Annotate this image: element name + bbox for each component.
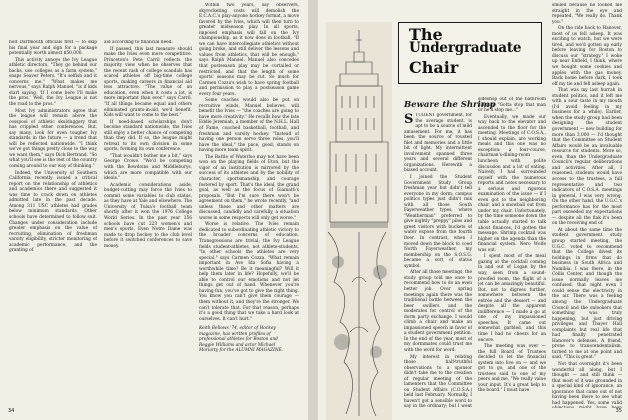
paragraph: At about the same time the student government study group started meeting, the U.G.C. voted to recommend that the College divest its holdings in firms that do business in South Africa and Namibia. I was there, in the Collis Center, and though the issue normally leaves me confused, that night even I could sense the electricity in the air. There was a feeling among the Undergraduate Council and the onlookers that something was truly happening, but just driving privileges and Thayer Hall complaints but real life that had finally penetrated Hanover's defenses. A friend, prone to transcendentalism, turned to me at one point and said, "This is great." [552,227,622,361]
paragraph: The meeting was over — the full Board of Trustees decided to let the financial system into live on — and we got to go, and one of the trustees said to one of my peers and me, "We really value your input. It's a great help to the board." I must have [478,344,546,394]
dartmouth-building-sketch [326,22,392,420]
bio-line: Reggie Williams and actor Michael [199,342,276,348]
page-number: 34 [8,408,15,414]
paragraph-text: TUDENT government, for the average student, is apt to be a source of mild amusement. For me, it has been the source of rousted filet and memories and a little bit of light. My intermittent involvement spanned three years and several different organizations. Herewith a biased account. [404,113,472,174]
paragraph: Indeed, the University of Southern California recently issued a critical report on the relationship of athletics and academics there and suggested it was time to crack down on athletes admitted late in the past decade. Among 311 USC athletes had grades below minimum standards. Other schools have determined to follow suit. Changes under consideration include greater emphasis on the value of recruiting, elimination of freshman varsity eligibility, stricter monitoring of academic performance, and the granting of [9,170,97,254]
paragraph: Academic considerations aside, budget-cutting may force the Ivies to commit some variables to club status, as they have at Yale and elsewhere. The University of Tulsa's football team shortly after it won the 1976 College World Series. In the past year 356 schools have cut 223 women's and men's sports. Even Notre Dame was made to drop hockey to the club level before it switched conferences to save money. [104,182,192,249]
paragraph: My interest in relating those half-truthful observations to a sponsor didn't take me to the creation of regular meeting of the lamenters that the Committee on Student Affairs (C.O.S.A.) held last February. Normally, I haven't got a sensible word to say in the ordinary; but I went [404,354,472,410]
left-page [0,0,308,420]
drop-cap: S [404,113,414,127]
paragraph: sideshop out of the bathroom singing, "Gotta stop that man or he'll stop me..." [478,97,546,114]
paragraph: After all those meetings, the study group told me once to recommend how to do an even better job. Over spring meetings again there was the traditional battle between the beer swillers and the moderates for control of the dorm party exchange. I would climb a chair and make an impassioned speech in favor of a student government petition. In the end of the year, most of my dormmates could trust me with the word for word. [404,270,472,353]
paragraph: Some coaches would also be put on recruitive winds, Manuel believes, will benefit the Ivies — "the coaches are going to have more creativity." He recalls how the late Eddie Jeremiah, a member of the N.H.L. Hall of Fame, coached basketball, football, and freshman and varsity hockey. "Instead of having one person serve three roles, you'll have the ideal," the pace, good, stands on having more team spirit. [199,98,299,154]
paragraph: I joined the Student Government Study Group freshman year but didn't tell everyone in my dorm; campus politics types just didn't mix with all those South Fayerweather types, where "Weatherman" preferred to give nightly "preppy" piles and greet visitors with buckets of water expose from the fourth floor. In contrast, when I moved down the block to coed North Fayerweather, my membership on the S.O.S.G. became a sort of status symbol. [404,175,472,269]
paragraph: holt Dartmouth officials first — to skip his final year and sign for a package potentially worth almost $50,000. [9,40,97,57]
right-page [318,0,628,420]
page-gutter [308,0,318,420]
left-column-2 [104,40,192,410]
bio-line: Moriarty for the ALUMNI MAGAZINE. [199,348,284,354]
bio-line: professional athletes for Boston and [199,337,278,343]
masthead-word: The [409,25,443,44]
paragraph: On the ride back to Hanover, most of us fell asleep. It was exciting to watch, but we were tired, and we'd gotten up early before leaving for Boston to discuss our "strategy." I woke up near Enfield, I think, where we bought some cookies and apples with the gas money. Back home before dark, I took off my tie and fell asleep again. [552,26,622,87]
paragraph: That was my last hurrah in student politics, and it left me with a sour taste in my mouth (I'd avoid feeling in my business for a while). Earlier, when the study group had been designing the student government — new building for more than 3,000 — I'd thought that the Committee on Student Affairs would be an invaluable resource for students. More so, even, than the Undergraduate Council's regular deliberations and activities. After all, I reasoned, students would have access to the trustees, a full representative and two indicators of C.O.S.A. meetings in general, I was very wrong. On the other hand, the U.G.C.'s performance has for the most part exceeded my expectations — despite all the flak it's been on the receiving end of. [552,88,622,227]
bio-line: Keith Bellows '74, editor of Hockey [199,326,276,332]
paragraph: This activity annoys the Ivy League athletic directors. "They go behind our backs, use colleges as a farm system," snaps Seaver Peters. "It's selfish and it concerns me." "What makes me nervous," says Ralph Manuel, "is if kids start saying, 'If I come here I'll make the pros.' Well, the Ivy League is not the road to the pros." [9,57,97,108]
paragraph: The Battle of Waterloo may not have been won on the playing fields of Eton, but the vigor of an institution is mirrored by the success of its athletes and by the nobility of character, sportsmanship, and courage fostered by sport. That's the ideal, the grand goal, as well as the focus of Giamatti's proposals. "But I'm sure there won't be agreement on them," he wrote recently, "and unless these and other matters are discussed, candidly and carefully, a situation worse in some respects will only get worse." [199,154,299,221]
right-column-2 [478,97,546,410]
paragraph: smiled because he looked me straight in the eye and repeated, "We really do. Thank you." [552,3,622,25]
paragraph: "That wouldn't bother me a bit," says George Crowe. "We'd be competing with the Bowdoins and Middleburys, which are more compatible with our ideals." [104,153,192,182]
paragraph: Not that overnight it's been wonderful all along, but I thought — and still think — that most of it was grounded in a special kind of ignorance, an ignorance that came out of not having been there to see what had happened. Yes, some valid [552,362,622,406]
right-column-1 [404,113,472,410]
column-masthead [398,22,542,84]
bio-line: magazine, has written profiles of [199,331,271,337]
paragraph [404,113,472,174]
left-column-3 [199,3,299,408]
paragraph: Most Ivy administrators agree that the league will remain above the cesspool of athletic skulduggery that has crippled other conferences. But, say many, look for even tougher Ivy standards in the future — a trend that will be reflected nationwide. "I think we've got things pretty close to the way we want them," says Dick Bertrand. "So what you'll see is the rest of the country coming around to our way of thinking." [9,108,97,170]
paragraph: I spent most of the meal gazing at the cocktail coming in and out of Logan by the way, seen from a sound-proofed room, the flight of a jet can be amazingly beautiful. But, not to digress further, somewhere between the entrée and the dessert — and despite all the apparent indifference — I made a go at one of my impassioned speeches. It came out somewhat garbled, and this time I had no cheers for an encore. [478,254,546,343]
left-column-1 [9,40,97,410]
paragraph: If passed, this last measure should make the Ivies even more competitive. Princeton's Pete Carril reflects the majority view when he observes that the recent rash of college scandals has scared athletes off big-time college sports, making careers in financial aid less attractive. "The value of an education, even when it costs a lot, is more important than ever," says Carril. "If all things became equal and others eliminated grants-in-aid, we'd benefit. Kids will want to come to the best." [104,46,192,119]
paragraph: Worse is relative. The Ivies remain dedicated to subordinating athletic victory to the broader concerns of education. Transgressions are trivial; the Ivy League fields student-athletes, not athlete-students. "In other schools the athletes are very special," says Carmen Cozza. "What remain important in Ave Ida Sofia having a worthwhile time? Be it meaningful? Will it help them later in life? Hopefully, we'll be able to control our emotions and not let things get out of hand. Whenever you're having fun, you've got to give the right thing. You know you can't give them courage — them without it, and they're the stronger. We can't tolerate that. For that reason, perhaps it's a good thing that we take a hard look at ourselves. It can't hurt." [199,222,299,322]
paragraph: Within two years, say observers, skyrocketing costs will demolish the E.C.A.C.'s play-anyone hockey format, a move favored by the Ivies, which will then turn to greater midseason play. In all sports, imposed emphasis will fall on the Ivy championship, as it now does in football. "If we can have intercollegiate athletics without going broke, and still deliver the lessons and values from athletics, that will be enough," says Ralph Manuel. Manuel also concedes that postseason play may be curtailed or restricted, and that the length of some sports' seasons may be cut. So much for Carmen Cozza's wish to have spring football and permission to play a postseason game every four years. [199,3,299,97]
author-bio [199,326,299,354]
paragraph: If need-based scholarships don't become standard nationwide, the Ivies still enjoy a better chance of competing than they did. If so, the league might retreat to its own division in some sports, forming its own conference. [104,119,192,153]
masthead-word: Undergraduate [409,40,522,56]
paragraph: aid according to financial need. [104,40,173,45]
right-column-3 [552,3,622,408]
paragraph: Eventually, we made our way back to the elevator and ascended to the floor for the meeting. Meetings of C.O.S.A., I should explain, are working meals and this one was no exception: a four-course, chairman's-dining-room luncheon with polite discussion and a lot of eating. Naively, I had surrounded myself with the numerous reports and notes necessary to a serious and rigorous examination of the issue — if I even got to the neighboring chair, and a snowball out from under my chair. Unfortunately, by the time someone down the table actually started to talk about finances, I'd gotten the message. Shrimp cocktail was higher on the agenda than the financial system. Nero Wolfe was out. [478,114,546,253]
article-headline: Beware the Shrimp [404,100,496,110]
page-number: 35 [615,408,622,414]
masthead-word: Chair [409,58,459,77]
